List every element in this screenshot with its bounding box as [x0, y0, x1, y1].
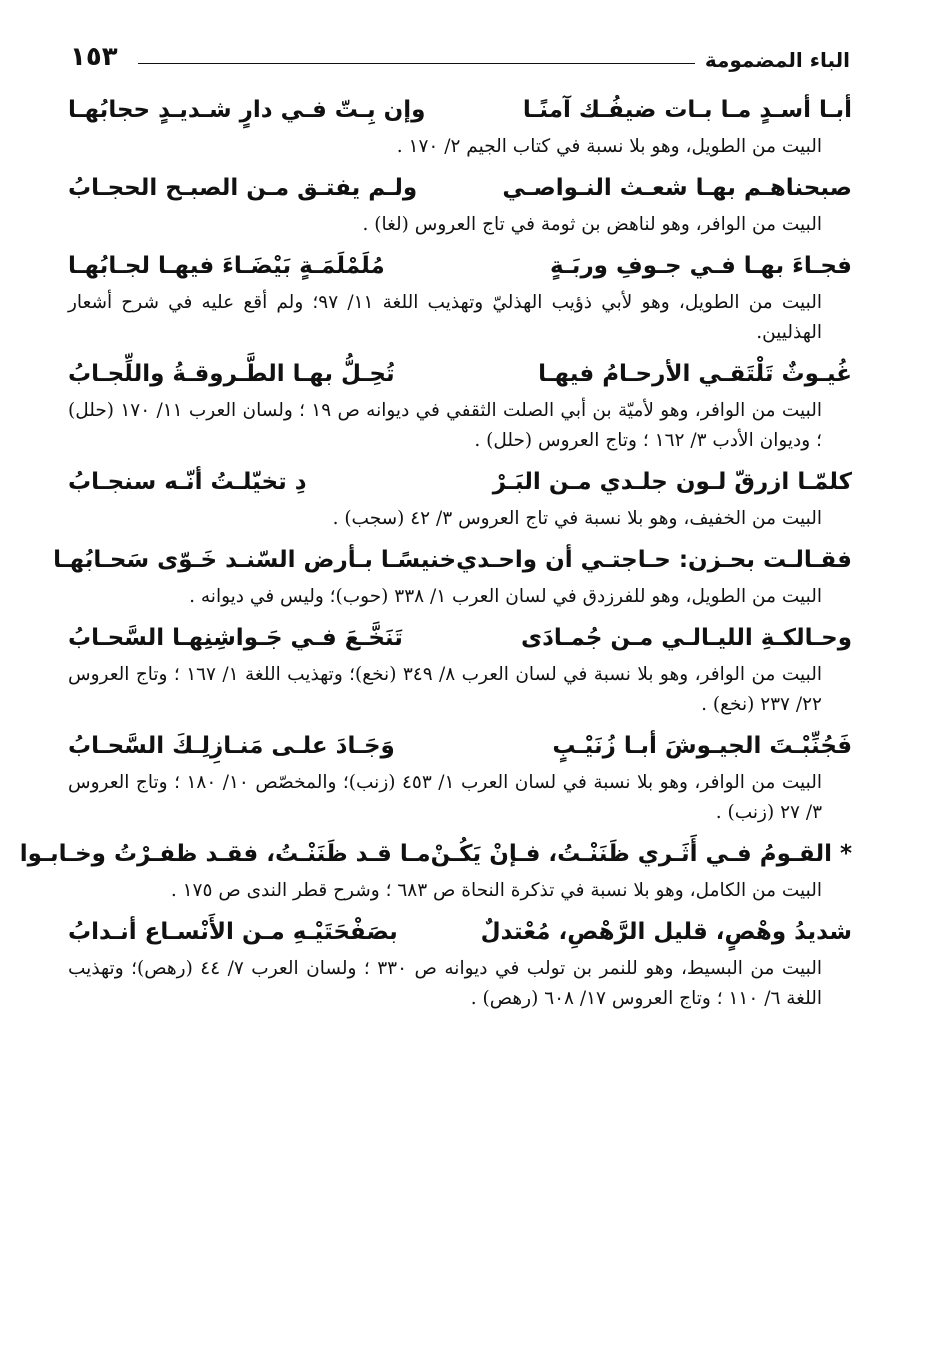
first-hemistich: فجـاءَ بهـا فـي جـوفِ وربَـةٍ [550, 253, 852, 279]
second-hemistich: وَجَـادَ علـى مَنـازِلِـكَ السَّحـابُ [68, 733, 395, 759]
second-hemistich: تُحِـلُّ بهـا الطَّـروقـةُ واللِّجـابُ [68, 361, 395, 387]
second-hemistich: مُلَمْلَمَـةٍ بَيْضَـاءَ فيهـا لجـابُهـا [68, 253, 385, 279]
verse-line [68, 168, 852, 210]
verse-footnote: البيت من الخفيف، وهو بلا نسبة في تاج العروس ٣/ ٤٢ (سجب) . [332, 508, 822, 529]
second-hemistich: بصَفْحَتَيْـهِ مـن الأَنْسـاع أنـدابُ [68, 919, 398, 945]
second-hemistich: مـا قـد ظَنَنْـتُ، فقـد ظفـرْتُ وخـابـوا [19, 841, 431, 867]
verse-line [68, 726, 852, 768]
page-header [70, 30, 850, 74]
verse-line [68, 462, 852, 504]
verse-footnote: البيت من الطويل، وهو بلا نسبة في كتاب الجيم ٢/ ١٧٠ . [396, 136, 822, 157]
first-hemistich: صبحناهـم بهـا شعـث النـواصـي [502, 175, 852, 201]
verse-footnote: البيت من الوافر، وهو لأميّة بن أبي الصلت الثقفي في ديوانه ص ١٩ ؛ ولسان العرب ١١/ ١٧٠ (حلل) ؛ وديوان الأدب ٣/ ١٦٢ ؛ وتاج العروس (حلل) . [68, 400, 822, 451]
verse-line [68, 246, 852, 288]
verse-entry [68, 912, 852, 1014]
first-hemistich: وحـالكـةِ الليـالـي مـن جُمـادَى [521, 625, 852, 651]
verse-entry [19, 834, 852, 906]
verse-footnote: البيت من الطويل، وهو لأبي ذؤيب الهذليّ وتهذيب اللغة ١١/ ٩٧؛ ولم أقع عليه في شرح أشعار الهذليين. [68, 292, 822, 343]
verse-entry [68, 168, 852, 240]
verse-footnote: البيت من الوافر، وهو لناهض بن ثومة في تاج العروس (لغا) . [362, 214, 822, 235]
verse-entry [68, 462, 852, 534]
verse-footnote: البيت من البسيط، وهو للنمر بن تولب في ديوانه ص ٣٣٠ ؛ ولسان العرب ٧/ ٤٤ (رهص)؛ وتهذيب اللغة ٦/ ١١٠ ؛ وتاج العروس ١٧/ ٦٠٨ (رهص) . [68, 958, 822, 1009]
verse-line [53, 540, 852, 582]
first-hemistich: شديدُ وهْصٍ، قليل الرَّهْصِ، مُعْتدلٌ [480, 919, 852, 945]
running-title: الباء المضمومة [704, 48, 850, 72]
first-hemistich: أبـا أسـدٍ مـا بـات ضيفُـك آمنًـا [522, 97, 852, 123]
verse-entry [53, 540, 852, 612]
verse-list [19, 90, 852, 1020]
first-hemistich: * القـومُ فـي أَثَـري ظَنَنْـتُ، فـإنْ يَكُـنْ [430, 841, 852, 867]
verse-entry [68, 246, 852, 348]
verse-line [68, 912, 852, 954]
verse-entry [68, 726, 852, 828]
verse-footnote: البيت من الكامل، وهو بلا نسبة في تذكرة النحاة ص ٦٨٣ ؛ وشرح قطر الندى ص ١٧٥ . [170, 880, 822, 901]
verse-line [68, 618, 852, 660]
first-hemistich: فَجُنِّبْـتَ الجيـوشَ أبـا زُنَيْـبٍ [552, 733, 852, 759]
second-hemistich: دِ تخيّلـتُ أنّـه سنجـابُ [68, 469, 307, 495]
verse-line [19, 834, 852, 876]
verse-footnote: البيت من الطويل، وهو للفرزدق في لسان العرب ١/ ٣٣٨ (حوب)؛ وليس في ديوانه . [189, 586, 822, 607]
verse-line [68, 354, 852, 396]
verse-footnote: البيت من الوافر، وهو بلا نسبة في لسان العرب ١/ ٤٥٣ (زنب)؛ والمخصّص ١٠/ ١٨٠ ؛ وتاج العروس ٣/ ٢٧ (زنب) . [68, 772, 822, 823]
verse-line [68, 90, 852, 132]
second-hemistich: ولـم يفتـق مـن الصبـح الحجـابُ [68, 175, 418, 201]
second-hemistich: خنيسًـا بـأرض السّنـد خَـوّى سَحـابُهـا [53, 547, 457, 573]
verse-footnote: البيت من الوافر، وهو بلا نسبة في لسان العرب ٨/ ٣٤٩ (نخع)؛ وتهذيب اللغة ١/ ١٦٧ ؛ وتاج العروس ٢٢/ ٢٣٧ (نخع) . [68, 664, 822, 715]
verse-entry [68, 90, 852, 162]
second-hemistich: وإن بِـتّ فـي دارٍ شـديـدٍ حجابُهـا [68, 97, 426, 123]
header-rule [138, 63, 695, 64]
first-hemistich: غُيـوثٌ تَلْتَقـي الأرحـامُ فيهـا [538, 361, 852, 387]
verse-entry [68, 618, 852, 720]
second-hemistich: تَنَخَّـعَ فـي جَـواشِنِهـا السَّحـابُ [68, 625, 403, 651]
first-hemistich: فقـالـت بحـزن: حـاجتـي أن واحـدي [456, 547, 852, 573]
page-number: ١٥٣ [70, 42, 118, 72]
first-hemistich: كلمّـا ازرقّ لـون جلـدي مـن البَـرْ [492, 469, 852, 495]
verse-entry [68, 354, 852, 456]
